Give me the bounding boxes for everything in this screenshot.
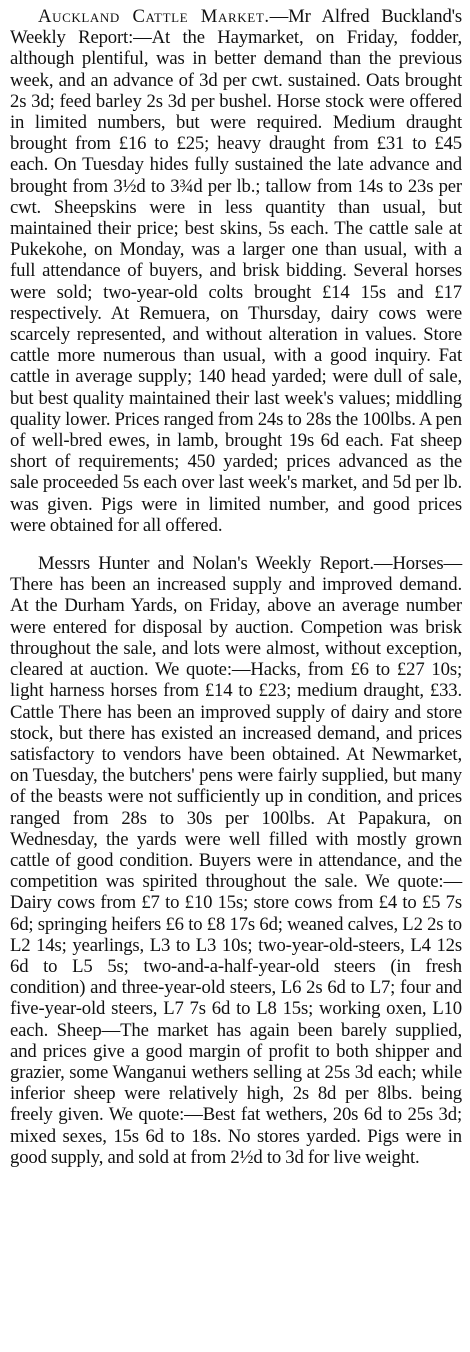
- article-body: Messrs Hunter and Nolan's Weekly Report.—Horses—There has been an increased supply and improved demand. At the Durham Yards, on Friday, above an average number were entered for disposal by auction. Competion was brisk throughout the sale, and lots were almost, without exception, cleared at auction. We quote:—Hacks, from £6 to £27 10s; light harness horses from £14 to £23; medium draught, £33. Cattle There has been an improved supply of dairy and store stock, but there has existed an increased demand, and prices satisfactory to vendors have been obtained. At Newmarket, on Tuesday, the butchers' pens were fairly supplied, but many of the beasts were not sufficiently up in condition, and prices ranged from 28s to 30s per 100lbs. At Papakura, on Wednesday, the yards were well filled with mostly grown cattle of good condition. Buyers were in attendance, and the competition was spirited throughout the sale. We quote:—Dairy cows from £7 to £10 15s; store cows from £4 to £5 7s 6d; springing heifers £6 to £8 17s 6d; weaned calves, L2 2s to L2 14s; yearlings, L3 to L3 10s; two-year-old-steers, L4 12s 6d to L5 5s; two-and-a-half-year-old steers (in fresh condition) and three-year-old steers, L6 2s 6d to L7; four and five-year-old steers, L7 7s 6d to L8 15s; working oxen, L10 each. Sheep—The market has again been barely supplied, and prices give a good margin of profit to both shipper and grazier, some Wanganui wethers selling at 25s 3d each; while inferior sheep were relatively high, 2s 8d per 8lbs. being freely given. We quote:—Best fat wethers, 20s 6d to 25s 3d; mixed sexes, 15s 6d to 18s. No stores yarded. Pigs were in good supply, and sold at from 2½d to 3d for live weight.: [10, 553, 462, 1168]
- article-cattle-market-report: [10, 6, 462, 536]
- article-separator: [10, 536, 462, 553]
- article-paragraph: [10, 553, 462, 1168]
- article-body: —Mr Alfred Buckland's Weekly Report:—At the Haymarket, on Friday, fodder, although plentiful, was in better demand than the previous week, and an advance of 3d per cwt. sustained. Oats brought 2s 3d; feed barley 2s 3d per bushel. Horse stock were offered in limited numbers, but were required. Medium draught brought from £16 to £25; heavy draught from £31 to £45 each. On Tuesday hides fully sustained the late advance and brought from 3½d to 3¾d per lb.; tallow from 14s to 23s per cwt. Sheepskins were in less quantity than usual, but maintained their price; best skins, 5s each. The cattle sale at Pukekohe, on Monday, was a larger one than usual, with a full attendance of buyers, and brisk bidding. Several horses were sold; two-year-old colts brought £14 15s and £17 respectively. At Remuera, on Thursday, dairy cows were scarcely represented, and without alteration in values. Store cattle more numerous than usual, with a good inquiry. Fat cattle in average supply; 140 head yarded; were dull of sale, but best quality maintained their last week's values; middling quality lower. Prices ranged from 24s to 28s the 100lbs. A pen of well-bred ewes, in lamb, brought 19s 6d each. Fat sheep short of requirements; 450 yarded; prices advanced as the sale proceeded 5s each over last week's market, and 5d per lb. was given. Pigs were in limited number, and good prices were obtained for all offered.: [10, 6, 463, 536]
- article-hunter-nolan-report: [10, 553, 462, 1168]
- article-heading: Auckland Cattle Market.: [38, 6, 270, 27]
- article-paragraph: [10, 6, 462, 536]
